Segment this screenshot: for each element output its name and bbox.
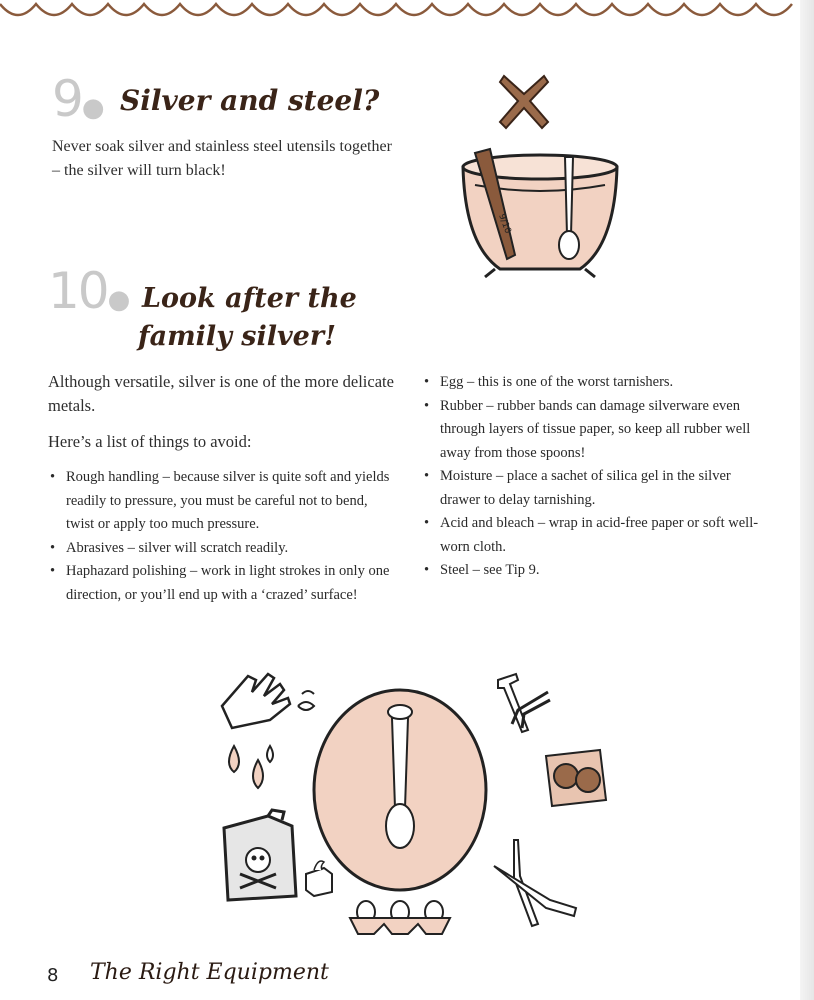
tip-9-number: 9●	[52, 70, 103, 128]
bleach-bottle-icon	[218, 808, 302, 904]
tip-10-title-line-1: Look after the	[142, 283, 357, 314]
acid-drops-icon	[222, 742, 280, 794]
cross-icon	[498, 72, 550, 130]
scalloped-border	[0, 0, 800, 32]
scouring-pads-icon	[544, 748, 608, 808]
hammer-pliers-icon	[488, 670, 558, 736]
list-item: • Steel – see Tip 9.	[422, 559, 772, 583]
page-edge	[800, 0, 814, 1000]
gloves-icon	[218, 666, 322, 732]
avoid-list-left	[48, 466, 398, 607]
tissue-box-icon	[302, 856, 336, 898]
list-item: • Rubber – rubber bands can damage silverware even through layers of tissue paper, so keep all rubber well away from those spoons!	[422, 395, 772, 466]
bowl-label: 9/10	[496, 212, 513, 236]
tip-10-intro: Although versatile, silver is one of the more delicate metals.	[48, 372, 394, 415]
tip-10-list-intro: Here’s a list of things to avoid:	[48, 432, 252, 451]
tip-9-body: Never soak silver and stainless steel utensils together – the silver will turn black!	[52, 138, 392, 179]
tip-10-number-text: 10	[48, 262, 108, 320]
tip-10-title-line-2: family silver!	[138, 321, 336, 352]
bowl-illustration	[455, 145, 625, 285]
list-item: • Rough handling – because silver is quite soft and yields readily to pressure, you must be careful not to bend, twist or apply too much pressure.	[48, 466, 398, 537]
list-item: • Egg – this is one of the worst tarnishers.	[422, 371, 772, 395]
list-item: • Haphazard polishing – work in light strokes in only one direction, or you’ll end up with a ‘crazed’ surface!	[48, 560, 398, 607]
spoon-circle-illustration	[310, 688, 490, 893]
list-item: • Moisture – place a sachet of silica gel in the silver drawer to delay tarnishing.	[422, 465, 772, 512]
avoid-list-right	[422, 371, 772, 583]
tip-9-number-text: 9	[52, 70, 82, 128]
list-item: • Acid and bleach – wrap in acid-free paper or soft well-worn cloth.	[422, 512, 772, 559]
list-item: • Abrasives – silver will scratch readily.	[48, 537, 398, 561]
tip-9-title: Silver and steel?	[120, 84, 380, 117]
page-number: 8	[47, 965, 59, 986]
section-title: The Right Equipment	[90, 960, 329, 985]
knife-sharpener-icon	[490, 836, 582, 928]
egg-carton-icon	[346, 898, 454, 938]
tip-10-number: 10●	[48, 262, 129, 320]
